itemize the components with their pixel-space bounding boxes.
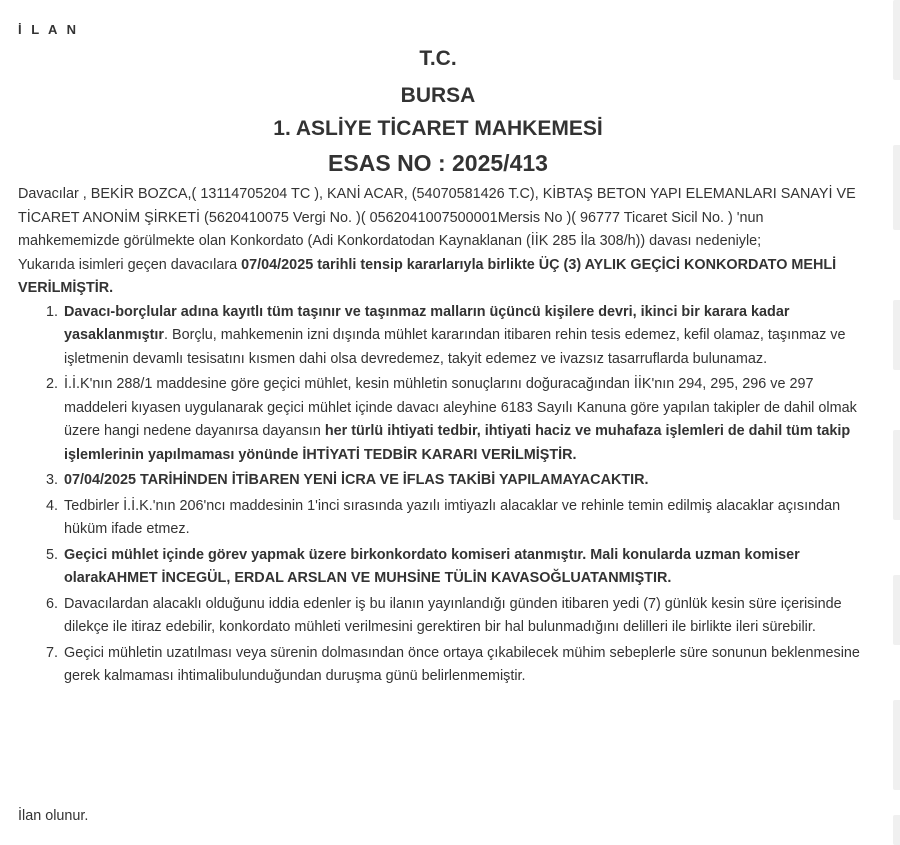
announcement-body	[18, 183, 863, 689]
intro-paragraph: Davacılar , BEKİR BOZCA,( 13114705204 TC ), KANİ ACAR, (54070581426 T.C), KİBTAŞ BETON YAPI ELEMANLARI SANAYİ VE TİCARET ANONİM ŞİRKETİ (5620410075 Vergi No. )( 0562041007500001Mersis No )( 96777 Ticaret Sicil No. ) 'nun mahkememizde görülmekte olan Konkordato (Adi Konkordatodan Kaynaklanan (İİK 285 İla 308/h)) davası nedeniyle;	[18, 186, 856, 249]
list-item	[62, 642, 863, 689]
heading-court: 1. ASLİYE TİCARET MAHKEMESİ	[273, 117, 603, 140]
heading-case-number: ESAS NO : 2025/413	[328, 150, 548, 176]
item-7-text: Geçici mühletin uzatılması veya sürenin dolmasından önce ortaya çıkabilecek mühim sebeplerle süre sonunun beklenmesine gerek kalmaması ihtimalibulunduğundan duruşma günü belirlenmemiştir.	[64, 644, 860, 684]
item-6-text: Davacılardan alacaklı olduğunu iddia edenler iş bu ilanın yayınlandığı günden itibaren yedi (7) günlük kesin süre içerisinde dilekçe ile itiraz edebilir, konkordato mühleti verilmesini gerektiren bir hal bulunmadığını delilleri ile birlikte ileri sürebilir.	[64, 595, 842, 635]
right-edge-rail	[880, 0, 900, 845]
item-2-text: İ.İ.K'nın 288/1 maddesine göre geçici mühlet, kesin mühletin sonuçlarını doğuracağından İİK'nın 294, 295, 296 ve 297 maddeleri kıyasen uygulanarak geçici mühlet içinde davacı aleyhine 6183 Sayılı Kanuna göre yapılan takipler de dahil olmak üzere hangi nedene dayanırsa dayansın	[64, 376, 857, 439]
heading-tc: T.C.	[419, 47, 457, 70]
rail-segment	[893, 0, 900, 80]
rail-segment	[893, 815, 900, 845]
rail-segment	[893, 575, 900, 645]
rail-segment	[893, 700, 900, 790]
item-3-bold: 07/04/2025 TARİHİNDEN İTİBAREN YENİ İCRA VE İFLAS TAKİBİ YAPILAMAYACAKTIR.	[64, 472, 649, 488]
list-item	[62, 373, 863, 467]
heading-city: BURSA	[400, 84, 476, 107]
rail-segment	[893, 145, 900, 230]
list-item	[62, 495, 863, 542]
item-2-bold: her türlü ihtiyati tedbir, ihtiyati haciz ve muhafaza işlemleri de dahil tüm takip işlemlerinin yapılmaması yönünde İHTİYATİ TEDBİR KARARI VERİLMİŞTİR.	[64, 423, 851, 463]
ilan-label: İ L A N	[18, 22, 79, 37]
item-5-bold: Geçici mühlet içinde görev yapmak üzere birkonkordato komiseri atanmıştır. Mali konularda uzman komiser olarakAHMET İNCEGÜL, ERDAL ARSLAN VE MUHSİNE TÜLİN KAVASOĞLUATANMIŞTIR.	[64, 546, 800, 586]
decision-prefix: Yukarıda isimleri geçen davacılara	[18, 256, 242, 273]
list-item	[62, 301, 863, 372]
decision-paragraph	[18, 254, 863, 301]
rail-segment	[893, 300, 900, 370]
list-item	[62, 469, 863, 493]
item-1-bold: Davacı-borçlular adına kayıtlı tüm taşınır ve taşınmaz malların üçüncü kişilere devri, ikinci bir karara kadar yasaklanmıştır	[64, 303, 790, 343]
closing-line: İlan olunur.	[18, 808, 89, 824]
item-4-text: Tedbirler İ.İ.K.'nın 206'ncı maddesinin 1'inci sırasında yazılı imtiyazlı alacaklar ve rehinle temin edilmiş alacaklar açısından hüküm ifade etmez.	[64, 497, 841, 537]
list-item	[62, 544, 863, 591]
decision-bold: 07/04/2025 tarihli tensip kararlarıyla birlikte ÜÇ (3) AYLIK GEÇİCİ KONKORDATO MEHLİ VERİLMİŞTİR.	[18, 256, 837, 296]
item-1-text: . Borçlu, mahkemenin izni dışında mühlet kararından itibaren rehin tesis edemez, kefil olamaz, taşınmaz ve işletmenin devamlı tesisatını kısmen dahi olsa devredemez, takyit edemez ve ivazsız tasarruflarda bulunamaz.	[64, 327, 846, 367]
rail-segment	[893, 430, 900, 520]
list-item	[62, 593, 863, 640]
ruling-list	[18, 301, 863, 689]
